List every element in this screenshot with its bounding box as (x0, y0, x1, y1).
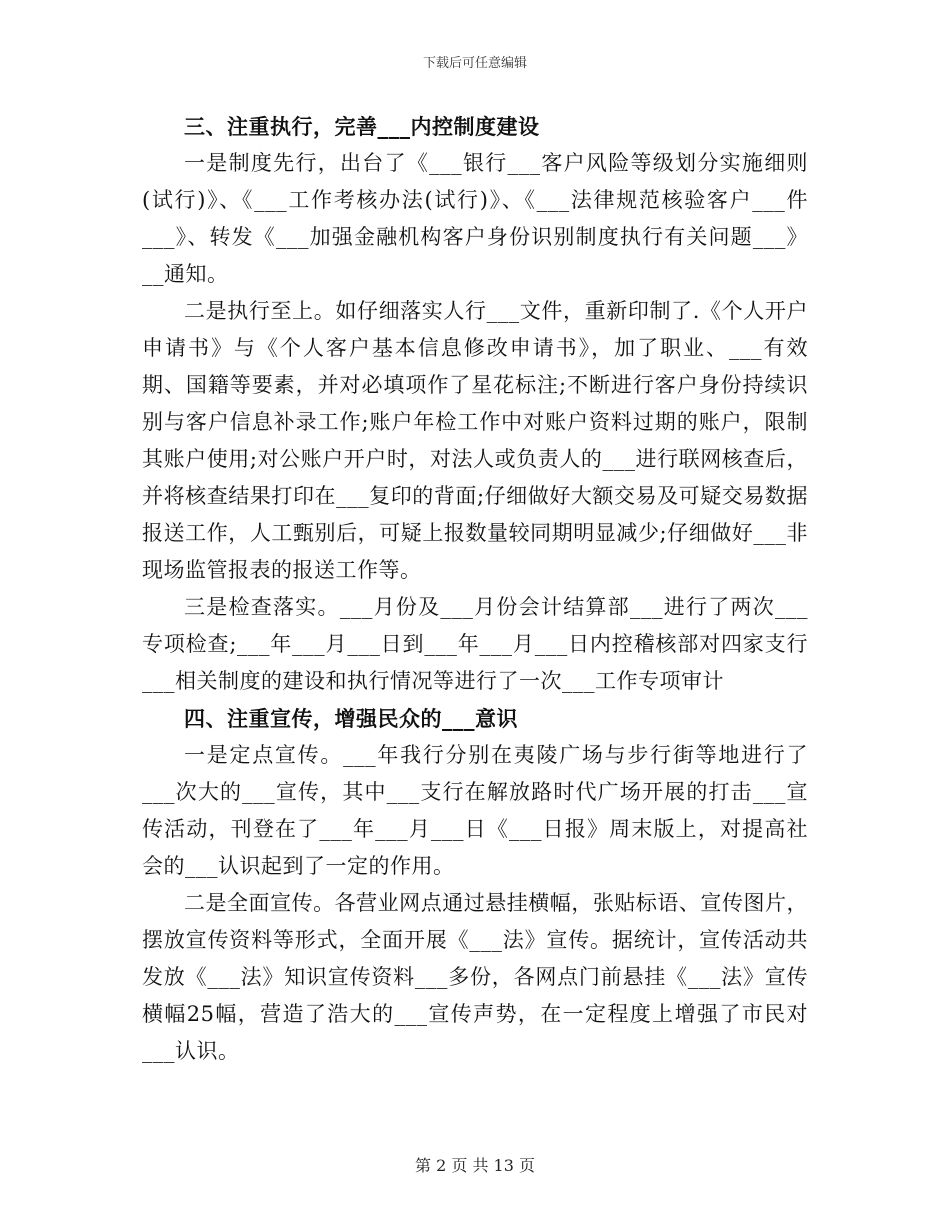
header-note: 下载后可任意编辑 (422, 56, 527, 71)
paragraph: 二是执行至上。如仔细落实人行___文件，重新印制了.《个人开户申请书》与《个人客户基本信息修改申请书》，加了职业、___有效期、国籍等要素，并对必填项作了星花标注;不断进行客户身份持续识别与客户信息补录工作;账户年检工作中对账户资料过期的账户，限制其账户使用;对公账户开户时，对法人或负责人的___进行联网核查后，并将核查结果打印在___复印的背面;仔细做好大额交易及可疑交易数据报送工作，人工甄别后，可疑上报数量较同期明显减少;仔细做好___非现场监管报表的报送工作等。 (142, 299, 808, 582)
paragraph: 一是制度先行，出台了《___银行___客户风险等级划分实施细则(试行)》、《___工作考核办法(试行)》、《___法律规范核验客户___件___》、转发《___加强金融机构客户身份识别制度执行有关问题___》__通知。 (142, 151, 808, 286)
section-heading-3: 三、注重执行，完善___内控制度建设 (184, 114, 540, 139)
page-number: 第 2 页 共 13 页 (415, 1156, 535, 1175)
paragraph: 一是定点宣传。___年我行分别在夷陵广场与步行街等地进行了___次大的___宣传，其中___支行在解放路时代广场开展的打击___宣传活动，刊登在了___年___月___日《___日报》周末版上，对提高社会的___认识起到了一定的作用。 (142, 743, 808, 878)
document-body (142, 108, 808, 1070)
paragraph: 二是全面宣传。各营业网点通过悬挂横幅，张贴标语、宣传图片，摆放宣传资料等形式，全面开展《___法》宣传。据统计，宣传活动共发放《___法》知识宣传资料___多份，各网点门前悬挂《___法》宣传横幅25幅，营造了浩大的___宣传声势，在一定程度上增强了市民对___认识。 (142, 891, 808, 1063)
paragraph: 三是检查落实。___月份及___月份会计结算部___进行了两次___专项检查;___年___月___日到___年___月___日内控稽核部对四家支行___相关制度的建设和执行情况等进行了一次___工作专项审计 (142, 595, 808, 693)
section-heading-4: 四、注重宣传，增强民众的___意识 (184, 706, 518, 731)
